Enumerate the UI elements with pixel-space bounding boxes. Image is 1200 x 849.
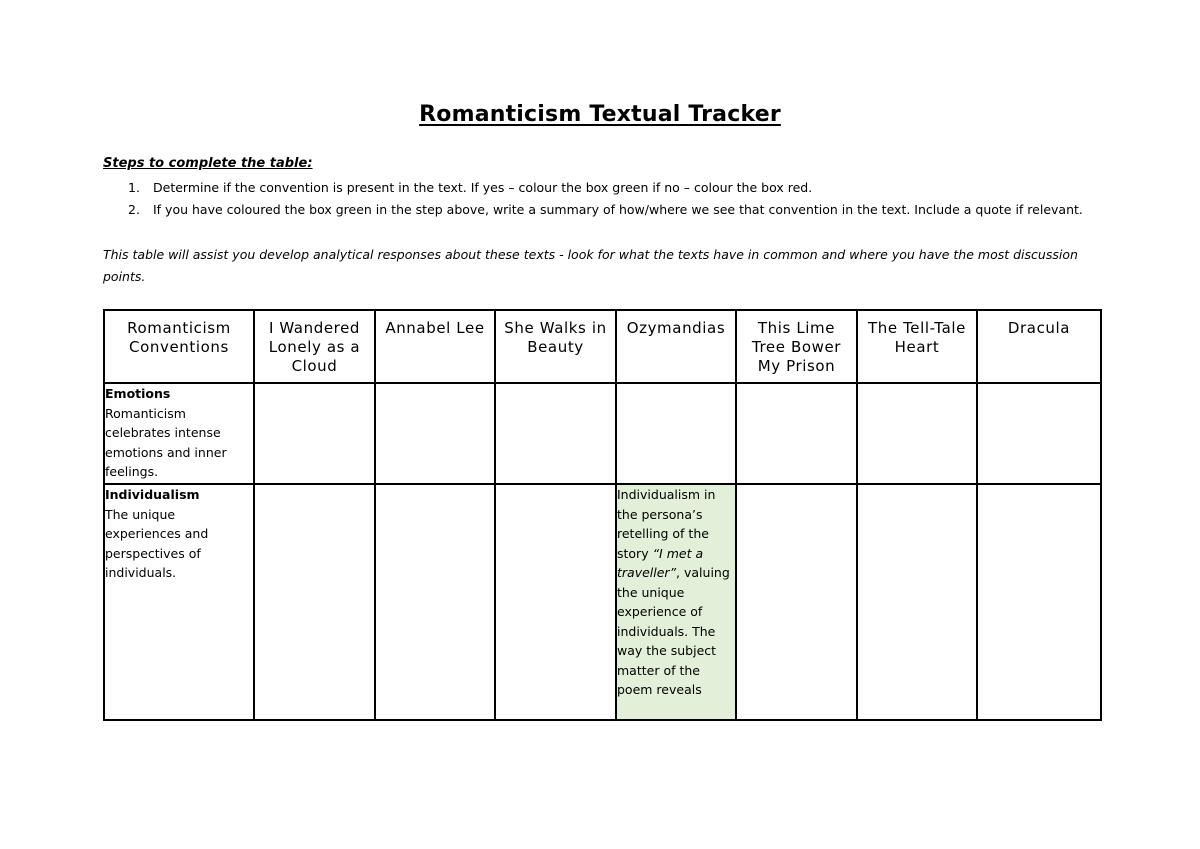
step-text: Determine if the convention is present in the text. If yes – colour the box green if no – colour the box red. — [153, 180, 813, 195]
table-cell[interactable] — [375, 484, 495, 720]
step-number: 2. — [128, 202, 140, 217]
header-lime-tree: This Lime Tree Bower My Prison — [736, 310, 857, 383]
table-cell[interactable] — [495, 484, 616, 720]
page-title: Romanticism Textual Tracker — [419, 102, 781, 127]
steps-heading: Steps to complete the table: — [103, 156, 313, 171]
table-cell[interactable] — [857, 383, 977, 484]
header-she-walks: She Walks in Beauty — [495, 310, 616, 383]
header-conventions: Romanticism Conventions — [104, 310, 254, 383]
header-tell-tale: The Tell-Tale Heart — [857, 310, 977, 383]
table-cell[interactable] — [857, 484, 977, 720]
header-dracula: Dracula — [977, 310, 1101, 383]
header-ozymandias: Ozymandias — [616, 310, 736, 383]
tracker-table — [103, 309, 1102, 721]
table-cell[interactable] — [977, 484, 1101, 720]
convention-name: Individualism — [105, 487, 200, 502]
step-item — [103, 199, 1083, 221]
cell-quote: “I met a traveller” — [617, 545, 704, 580]
convention-cell — [104, 383, 254, 484]
header-annabel-lee: Annabel Lee — [375, 310, 495, 383]
table-cell[interactable] — [495, 383, 616, 484]
step-number: 1. — [128, 180, 140, 195]
table-cell[interactable] — [616, 383, 736, 484]
convention-description: Romanticism celebrates intense emotions and inner feelings. — [105, 405, 227, 479]
step-item — [103, 177, 1083, 199]
cell-text-before: Individualism in the persona’s retelling of the story — [617, 487, 716, 561]
table-header-row — [104, 310, 1101, 383]
table-row-individualism — [104, 484, 1101, 720]
table-cell[interactable] — [254, 484, 375, 720]
convention-description: The unique experiences and perspectives of individuals. — [105, 506, 209, 580]
table-cell[interactable] — [254, 383, 375, 484]
ozymandias-individualism-cell[interactable] — [616, 484, 736, 720]
table-cell[interactable] — [736, 383, 857, 484]
step-text: If you have coloured the box green in the step above, write a summary of how/where we see that convention in the text. Include a quote if relevant. — [153, 202, 1083, 217]
table-cell[interactable] — [977, 383, 1101, 484]
convention-name: Emotions — [105, 386, 171, 401]
steps-list — [103, 177, 1083, 221]
cell-text-after: , valuing the unique experience of individuals. The way the subject matter of the poem reveals — [617, 565, 730, 697]
table-cell[interactable] — [736, 484, 857, 720]
table-row-emotions — [104, 383, 1101, 484]
instruction-note: This table will assist you develop analytical responses about these texts - look for what the texts have in common and where you have the most discussion points. — [103, 247, 1078, 284]
convention-cell — [104, 484, 254, 720]
header-i-wandered: I Wandered Lonely as a Cloud — [254, 310, 375, 383]
table-cell[interactable] — [375, 383, 495, 484]
